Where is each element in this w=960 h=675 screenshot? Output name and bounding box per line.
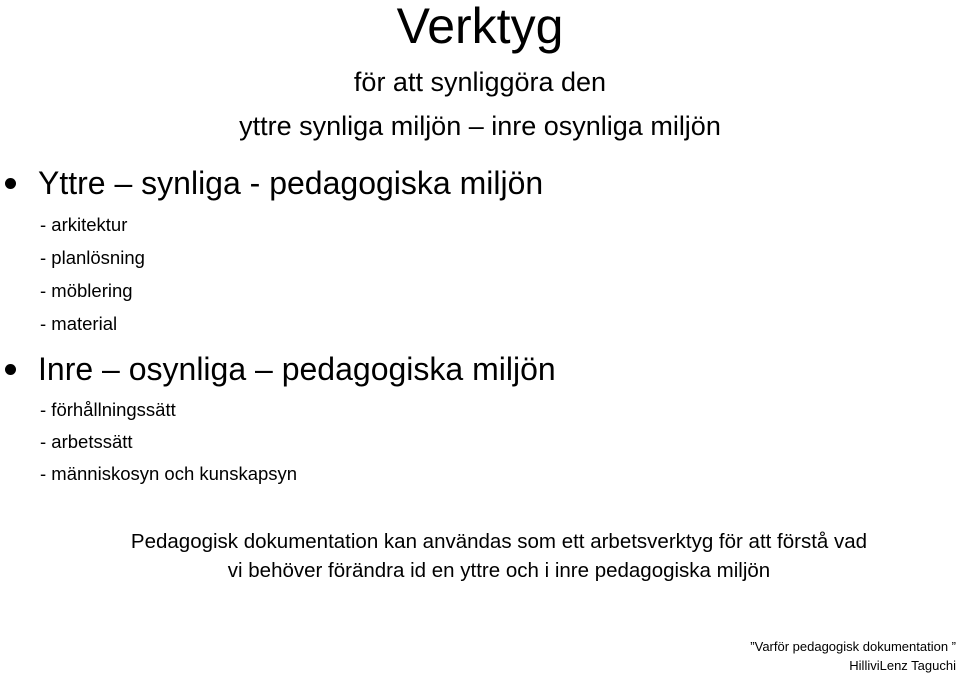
section-heading: Inre – osynliga – pedagogiska miljön [38, 351, 556, 387]
paragraph-line1: Pedagogisk dokumentation kan användas som ett arbetsverktyg för att förstå vad [130, 530, 868, 553]
list-item: - material [40, 313, 118, 334]
slide-subtitle-line1: för att synliggöra den [353, 67, 607, 97]
section-heading: Yttre – synliga - pedagogiska miljön [38, 165, 544, 201]
list-item: - människosyn och kunskapsyn [40, 463, 298, 484]
list-item: - möblering [40, 280, 133, 301]
section-yttre [0, 164, 543, 202]
list-item: - förhållningssätt [40, 399, 176, 420]
list-item: - arkitektur [40, 214, 128, 235]
section-inre [0, 350, 556, 388]
list-item: - arbetssätt [40, 431, 133, 452]
paragraph-line2: vi behöver förändra id en yttre och i inre pedagogiska miljön [227, 559, 771, 582]
slide-subtitle-line2: yttre synliga miljön – inre osynliga miljön [239, 111, 721, 141]
slide-title: Verktyg [396, 0, 564, 54]
bullet-icon [5, 364, 16, 375]
footer-author: HilliviLenz Taguchi [849, 658, 956, 673]
footer-source: ”Varför pedagogisk dokumentation ” [750, 639, 956, 654]
bullet-icon [5, 178, 16, 189]
list-item: - planlösning [40, 247, 145, 268]
